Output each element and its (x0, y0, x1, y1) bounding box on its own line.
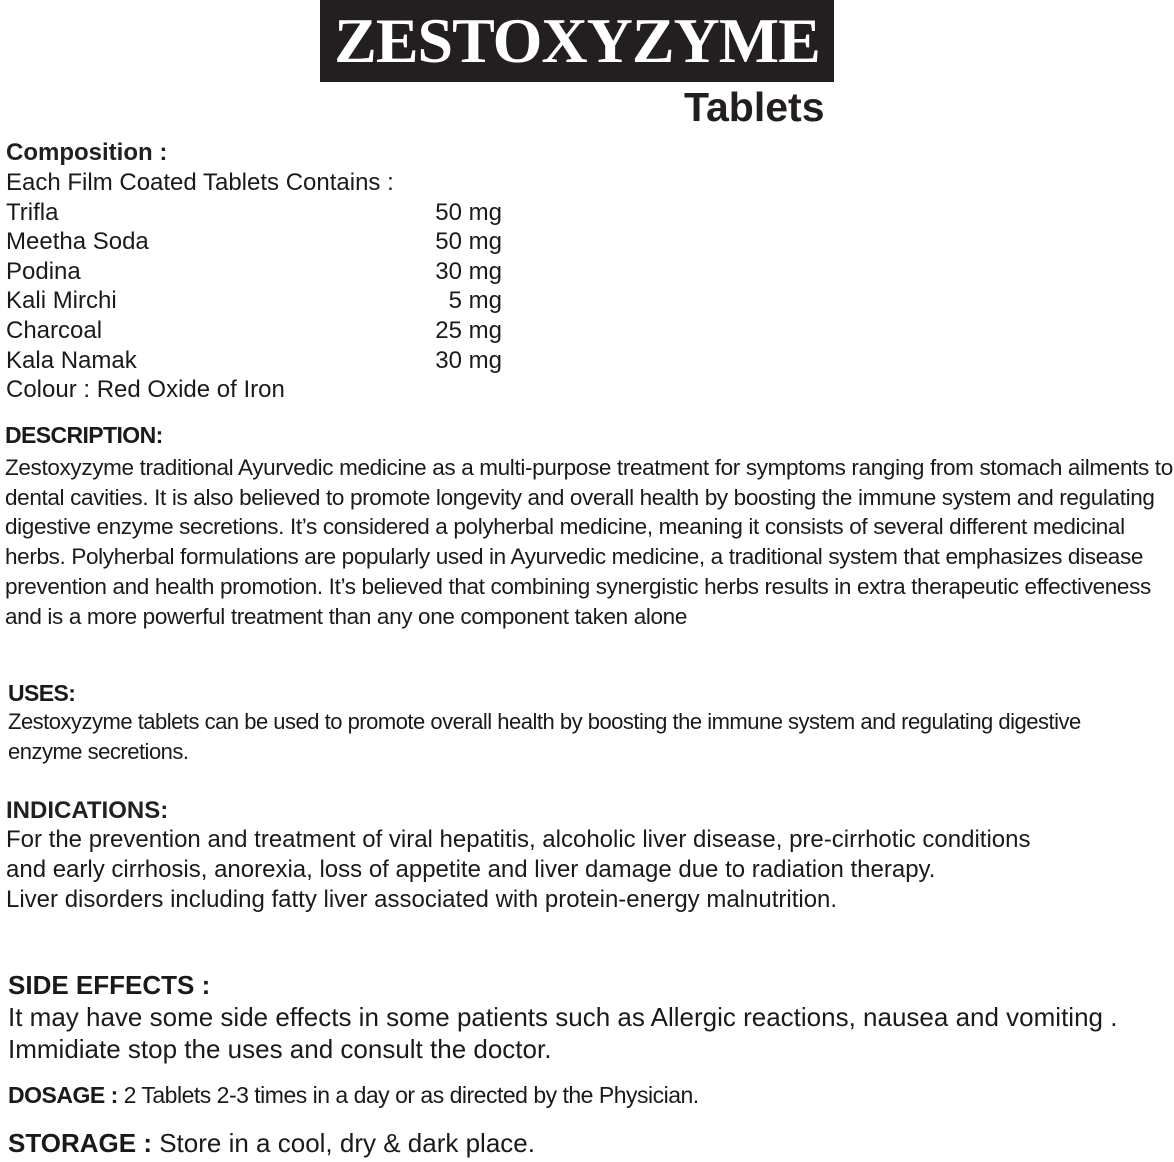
description-heading: DESCRIPTION: (5, 422, 163, 448)
side-effects-text: It may have some side effects in some patients such as Allergic reactions, nausea and vomiting . Immidiate stop the uses and consult the doctor. (8, 1002, 1118, 1064)
side-effects-heading: SIDE EFFECTS : (8, 970, 211, 1000)
side-effects-section (8, 970, 1118, 1065)
ingredient-name: Charcoal (6, 316, 103, 344)
description-section (5, 422, 1174, 631)
ingredient-dose: 25 mg (435, 316, 502, 344)
ingredient-name: Kala Namak (6, 346, 137, 374)
composition-row (6, 227, 502, 257)
ingredient-dose: 30 mg (435, 257, 502, 285)
composition-row (6, 316, 502, 346)
ingredient-dose: 50 mg (435, 228, 502, 256)
ingredient-name: Meetha Soda (6, 228, 149, 256)
description-text: Zestoxyzyme traditional Ayurvedic medicine as a multi-purpose treatment for symptoms ranging from stomach ailments to dental cavities. It is also believed to promote longevity and overall health by boosting the immune system and regulating digestive enzyme secretions. It’s considered a polyherbal medicine, meaning it consists of several different medicinal herbs. Polyherbal formulations are popularly used in Ayurvedic medicine, a traditional system that emphasizes disease prevention and health promotion. It’s believed that combining synergistic herbs results in extra therapeutic effectiveness and is a more powerful treatment than any one component taken alone (5, 455, 1173, 629)
composition-row (6, 198, 502, 228)
storage-text: Store in a cool, dry & dark place. (159, 1128, 535, 1158)
composition-row (6, 346, 502, 376)
dosage-label: DOSAGE : (8, 1082, 118, 1108)
dosage-text: 2 Tablets 2-3 times in a day or as directed by the Physician. (123, 1082, 699, 1108)
composition-list (6, 198, 502, 376)
composition-row (6, 286, 502, 316)
composition-heading: Composition : (6, 139, 168, 166)
uses-heading: USES: (8, 680, 76, 706)
indications-heading: INDICATIONS: (6, 797, 169, 824)
composition-section (6, 138, 502, 405)
ingredient-dose: 30 mg (435, 346, 502, 374)
composition-colour: Colour : Red Oxide of Iron (6, 376, 285, 404)
ingredient-name: Trifla (6, 198, 59, 226)
dosage-form-label: Tablets (684, 84, 825, 130)
storage-label: STORAGE : (8, 1128, 152, 1158)
uses-text: Zestoxyzyme tablets can be used to promote overall health by boosting the immune system and regulating digestive enzyme secretions. (8, 709, 1081, 764)
indications-text-2: Liver disorders including fatty liver associated with protein-energy malnutrition. (6, 886, 838, 913)
uses-section (8, 680, 1128, 766)
ingredient-name: Podina (6, 257, 81, 285)
dosage-line (8, 1082, 699, 1109)
indications-section (6, 797, 1066, 915)
composition-intro: Each Film Coated Tablets Contains : (6, 169, 394, 196)
ingredient-dose: 5 mg (448, 287, 502, 315)
indications-text: For the prevention and treatment of viral hepatitis, alcoholic liver disease, pre-cirrhotic conditions and early cirrhosis, anorexia, loss of appetite and liver damage due to radiation therapy. (6, 826, 1031, 883)
ingredient-name: Kali Mirchi (6, 287, 117, 315)
ingredient-dose: 50 mg (435, 198, 502, 226)
brand-title: ZESTOXYZYME (320, 0, 834, 82)
storage-line (8, 1128, 535, 1159)
composition-row (6, 257, 502, 287)
